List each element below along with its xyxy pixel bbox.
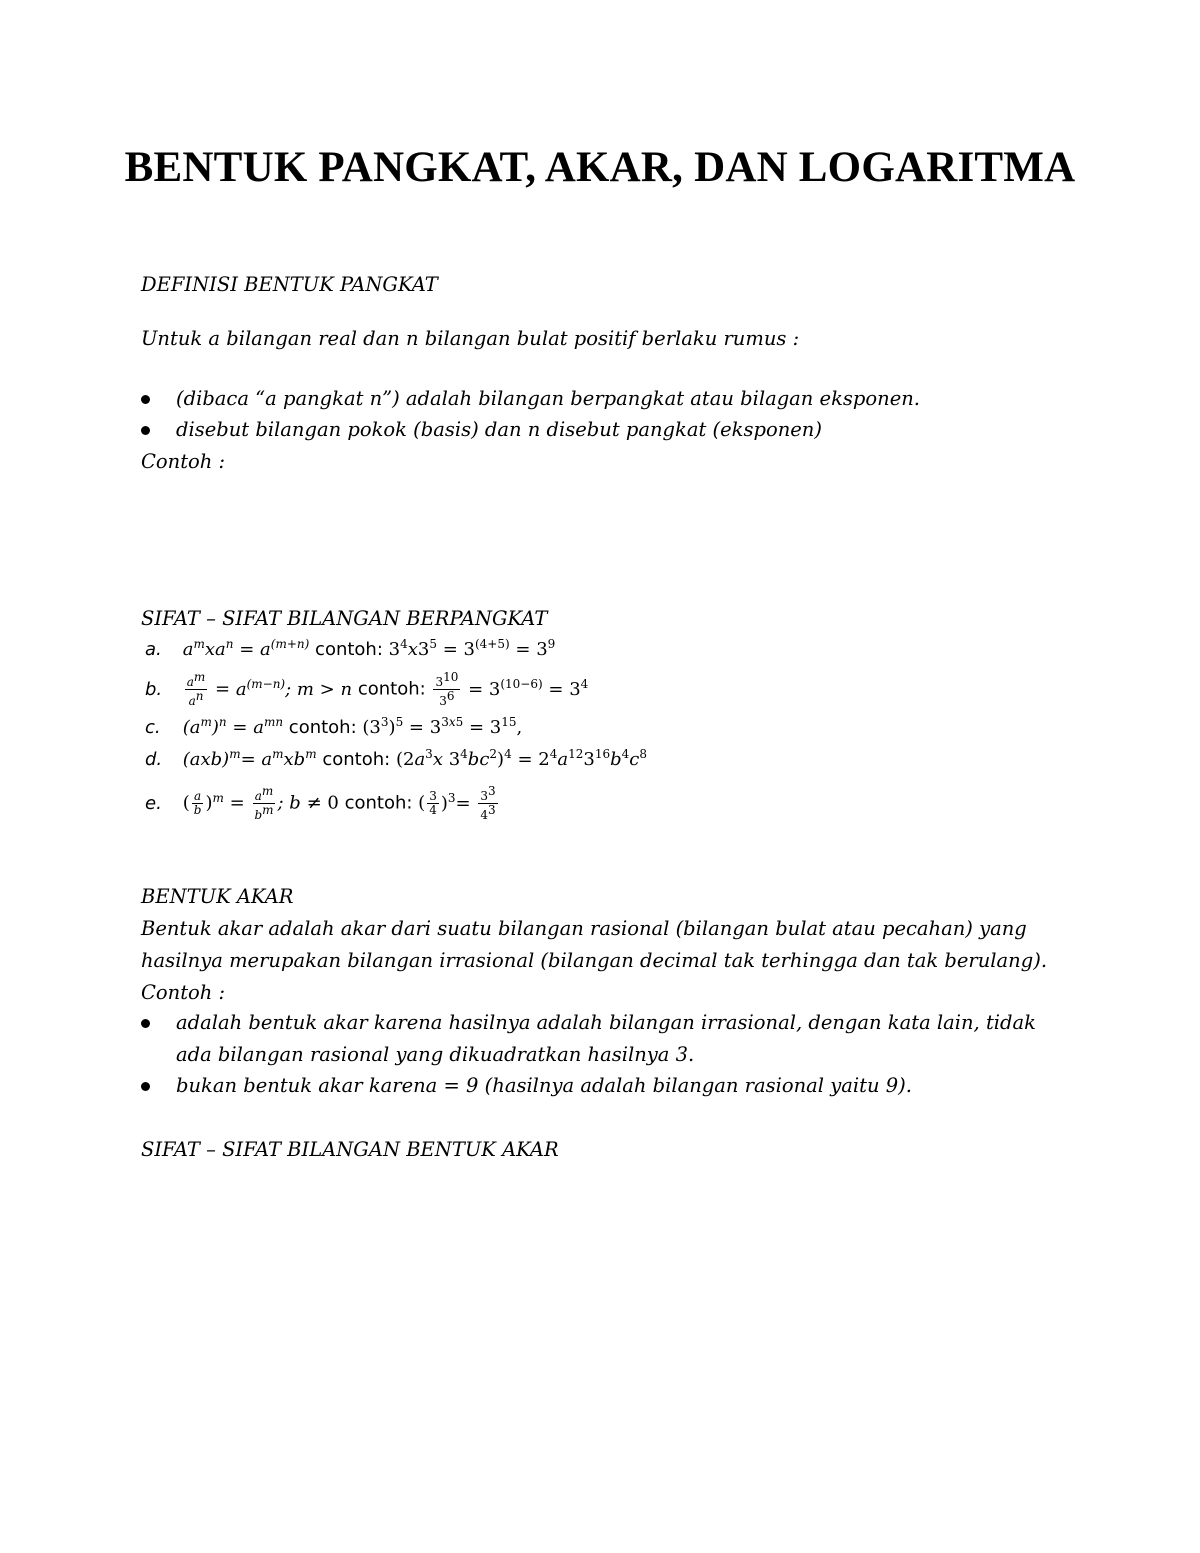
formula-label: b.	[145, 678, 163, 700]
bullet-icon	[141, 395, 150, 404]
bullet-icon	[141, 426, 150, 435]
formula-c: c. $(a^m)^n = a^{mn}$ contoh: $(3^3)^5 = 3^{3x5} = 3^{15}$,	[145, 715, 523, 738]
formula-label: e.	[145, 792, 162, 814]
formula-label: a.	[145, 639, 162, 660]
akar-paragraph-line-1: Bentuk akar adalah akar dari suatu bilangan rasional (bilangan bulat atau pecahan) yang	[141, 917, 1027, 940]
formula-label: c.	[145, 717, 161, 738]
contoh-word: contoh:	[322, 749, 391, 770]
akar-heading: BENTUK AKAR	[141, 885, 294, 908]
akar-bullet-2: bukan bentuk akar karena = 9 (hasilnya adalah bilangan rasional yaitu 9).	[176, 1074, 912, 1097]
formula-b: b. $\frac{a^m}{a^n}$ = $a^{(m-n)}$; m > n contoh: $\frac{3^{10}}{3^6}$ = $3^{(10-6)} = 3^4$	[145, 670, 589, 708]
definisi-bullet-2: disebut bilangan pokok (basis) dan n disebut pangkat (eksponen)	[176, 418, 822, 441]
akar-contoh: Contoh :	[141, 981, 226, 1004]
document-title: BENTUK PANGKAT, AKAR, DAN LOGARITMA	[124, 144, 1076, 191]
formula-a: a. $a^mxa^n = a^{(m+n)}$ contoh: $3^4x3^5 = 3^{(4+5)} = 3^9$	[145, 637, 556, 660]
bullet-icon	[141, 1019, 150, 1028]
formula-label: d.	[145, 749, 163, 770]
sifat-pangkat-heading: SIFAT – SIFAT BILANGAN BERPANGKAT	[141, 607, 548, 630]
bullet-icon	[141, 1082, 150, 1091]
contoh-word: contoh:	[344, 792, 413, 814]
definisi-heading: DEFINISI BENTUK PANGKAT	[141, 273, 438, 296]
formula-e: e. ( $\frac{a}{b}$ )$^m$ = $\frac{a^m}{b^m}$ ; b ≠ 0 contoh: ( $\frac{3}{4}$ )$^3$= $\frac{3^3}{4^3}$	[145, 784, 496, 822]
contoh-word: contoh:	[288, 717, 357, 738]
akar-bullet-1-line-1: adalah bentuk akar karena hasilnya adalah bilangan irrasional, dengan kata lain, tidak	[176, 1011, 1036, 1034]
akar-paragraph-line-2: hasilnya merupakan bilangan irrasional (bilangan decimal tak terhingga dan tak berulang).	[141, 949, 1048, 972]
definisi-contoh: Contoh :	[141, 450, 226, 473]
formula-d: d. $(axb)^m= a^mxb^m$ contoh: ($2a^3x$ $3^4bc^2)^4 = 2^4a^{12}3^{16}b^4c^8$	[145, 747, 647, 770]
sifat-akar-heading: SIFAT – SIFAT BILANGAN BENTUK AKAR	[141, 1138, 559, 1161]
akar-bullet-1-line-2: ada bilangan rasional yang dikuadratkan hasilnya 3.	[176, 1043, 695, 1066]
definisi-intro: Untuk a bilangan real dan n bilangan bulat positif berlaku rumus :	[141, 327, 800, 350]
contoh-word: contoh:	[357, 678, 426, 700]
contoh-word: contoh:	[315, 639, 383, 660]
definisi-bullet-1: (dibaca “a pangkat n”) adalah bilangan berpangkat atau bilagan eksponen.	[176, 387, 920, 410]
